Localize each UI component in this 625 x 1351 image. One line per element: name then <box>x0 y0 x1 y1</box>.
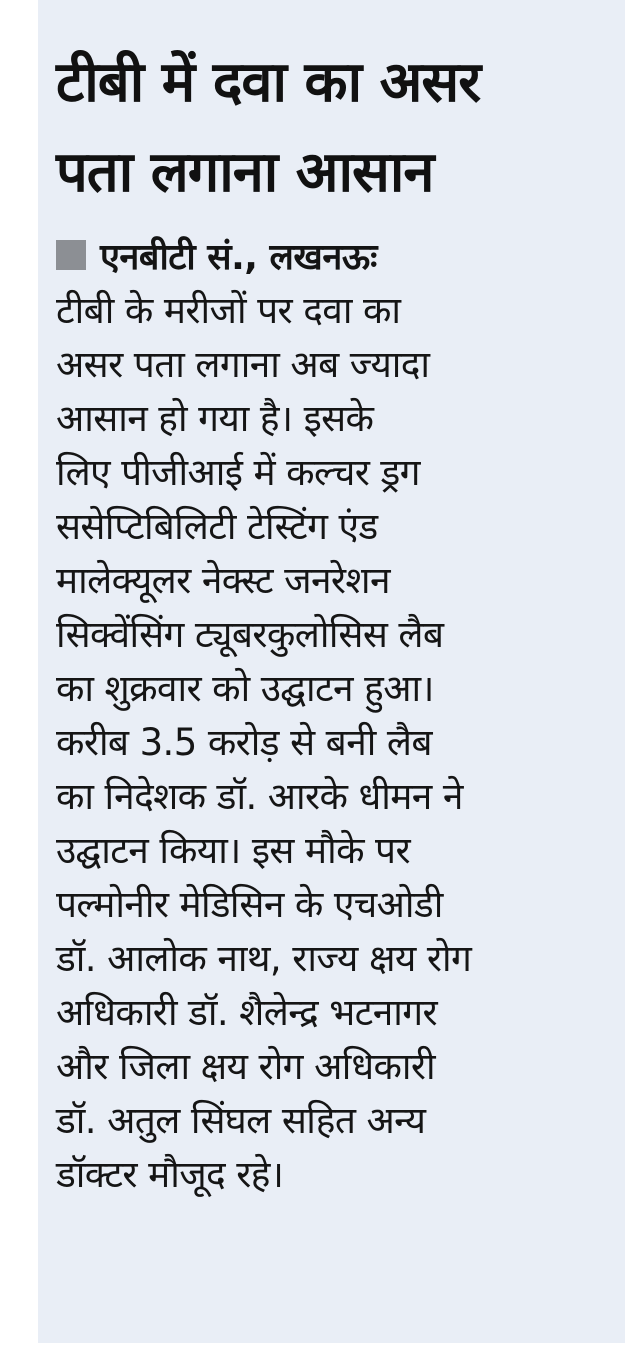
square-bullet-icon <box>56 240 86 270</box>
headline <box>56 38 625 218</box>
body-line: मालेक्यूलर नेक्स्ट जनरेशन <box>56 559 390 602</box>
body-line: अधिकारी डॉ. शैलेन्द्र भटनागर <box>56 991 438 1034</box>
news-clipping <box>38 0 625 1343</box>
body-line: टीबी के मरीजों पर दवा का <box>56 289 401 332</box>
headline-line: पता लगाना आसान <box>56 140 434 205</box>
body-line: असर पता लगाना अब ज्यादा <box>56 343 430 386</box>
body-line: डॉ. आलोक नाथ, राज्य क्षय रोग <box>56 937 472 980</box>
body-line: लिए पीजीआई में कल्चर ड्रग <box>56 451 420 494</box>
body-line: करीब 3.5 करोड़ से बनी लैब <box>56 721 432 764</box>
article-body <box>56 284 625 1202</box>
dateline-text: एनबीटी सं., लखनऊः <box>100 236 377 278</box>
body-line: का शुक्रवार को उद्घाटन हुआ। <box>56 667 434 710</box>
body-line: डॉ. अतुल सिंघल सहित अन्य <box>56 1099 426 1142</box>
dateline <box>56 228 625 282</box>
body-line: सिक्वेंसिंग ट्यूबरकुलोसिस लैब <box>56 613 444 656</box>
body-line: का निदेशक डॉ. आरके धीमन ने <box>56 775 463 818</box>
body-line: पल्मोनीर मेडिसिन के एचओडी <box>56 883 443 926</box>
body-line: उद्घाटन किया। इस मौके पर <box>56 829 411 872</box>
body-line: और जिला क्षय रोग अधिकारी <box>56 1045 435 1088</box>
headline-line: टीबी में दवा का असर <box>56 50 481 115</box>
body-line: ससेप्टिबिलिटी टेस्टिंग एंड <box>56 505 378 548</box>
body-line: आसान हो गया है। इसके <box>56 397 374 440</box>
body-line: डॉक्टर मौजूद रहे। <box>56 1153 284 1196</box>
